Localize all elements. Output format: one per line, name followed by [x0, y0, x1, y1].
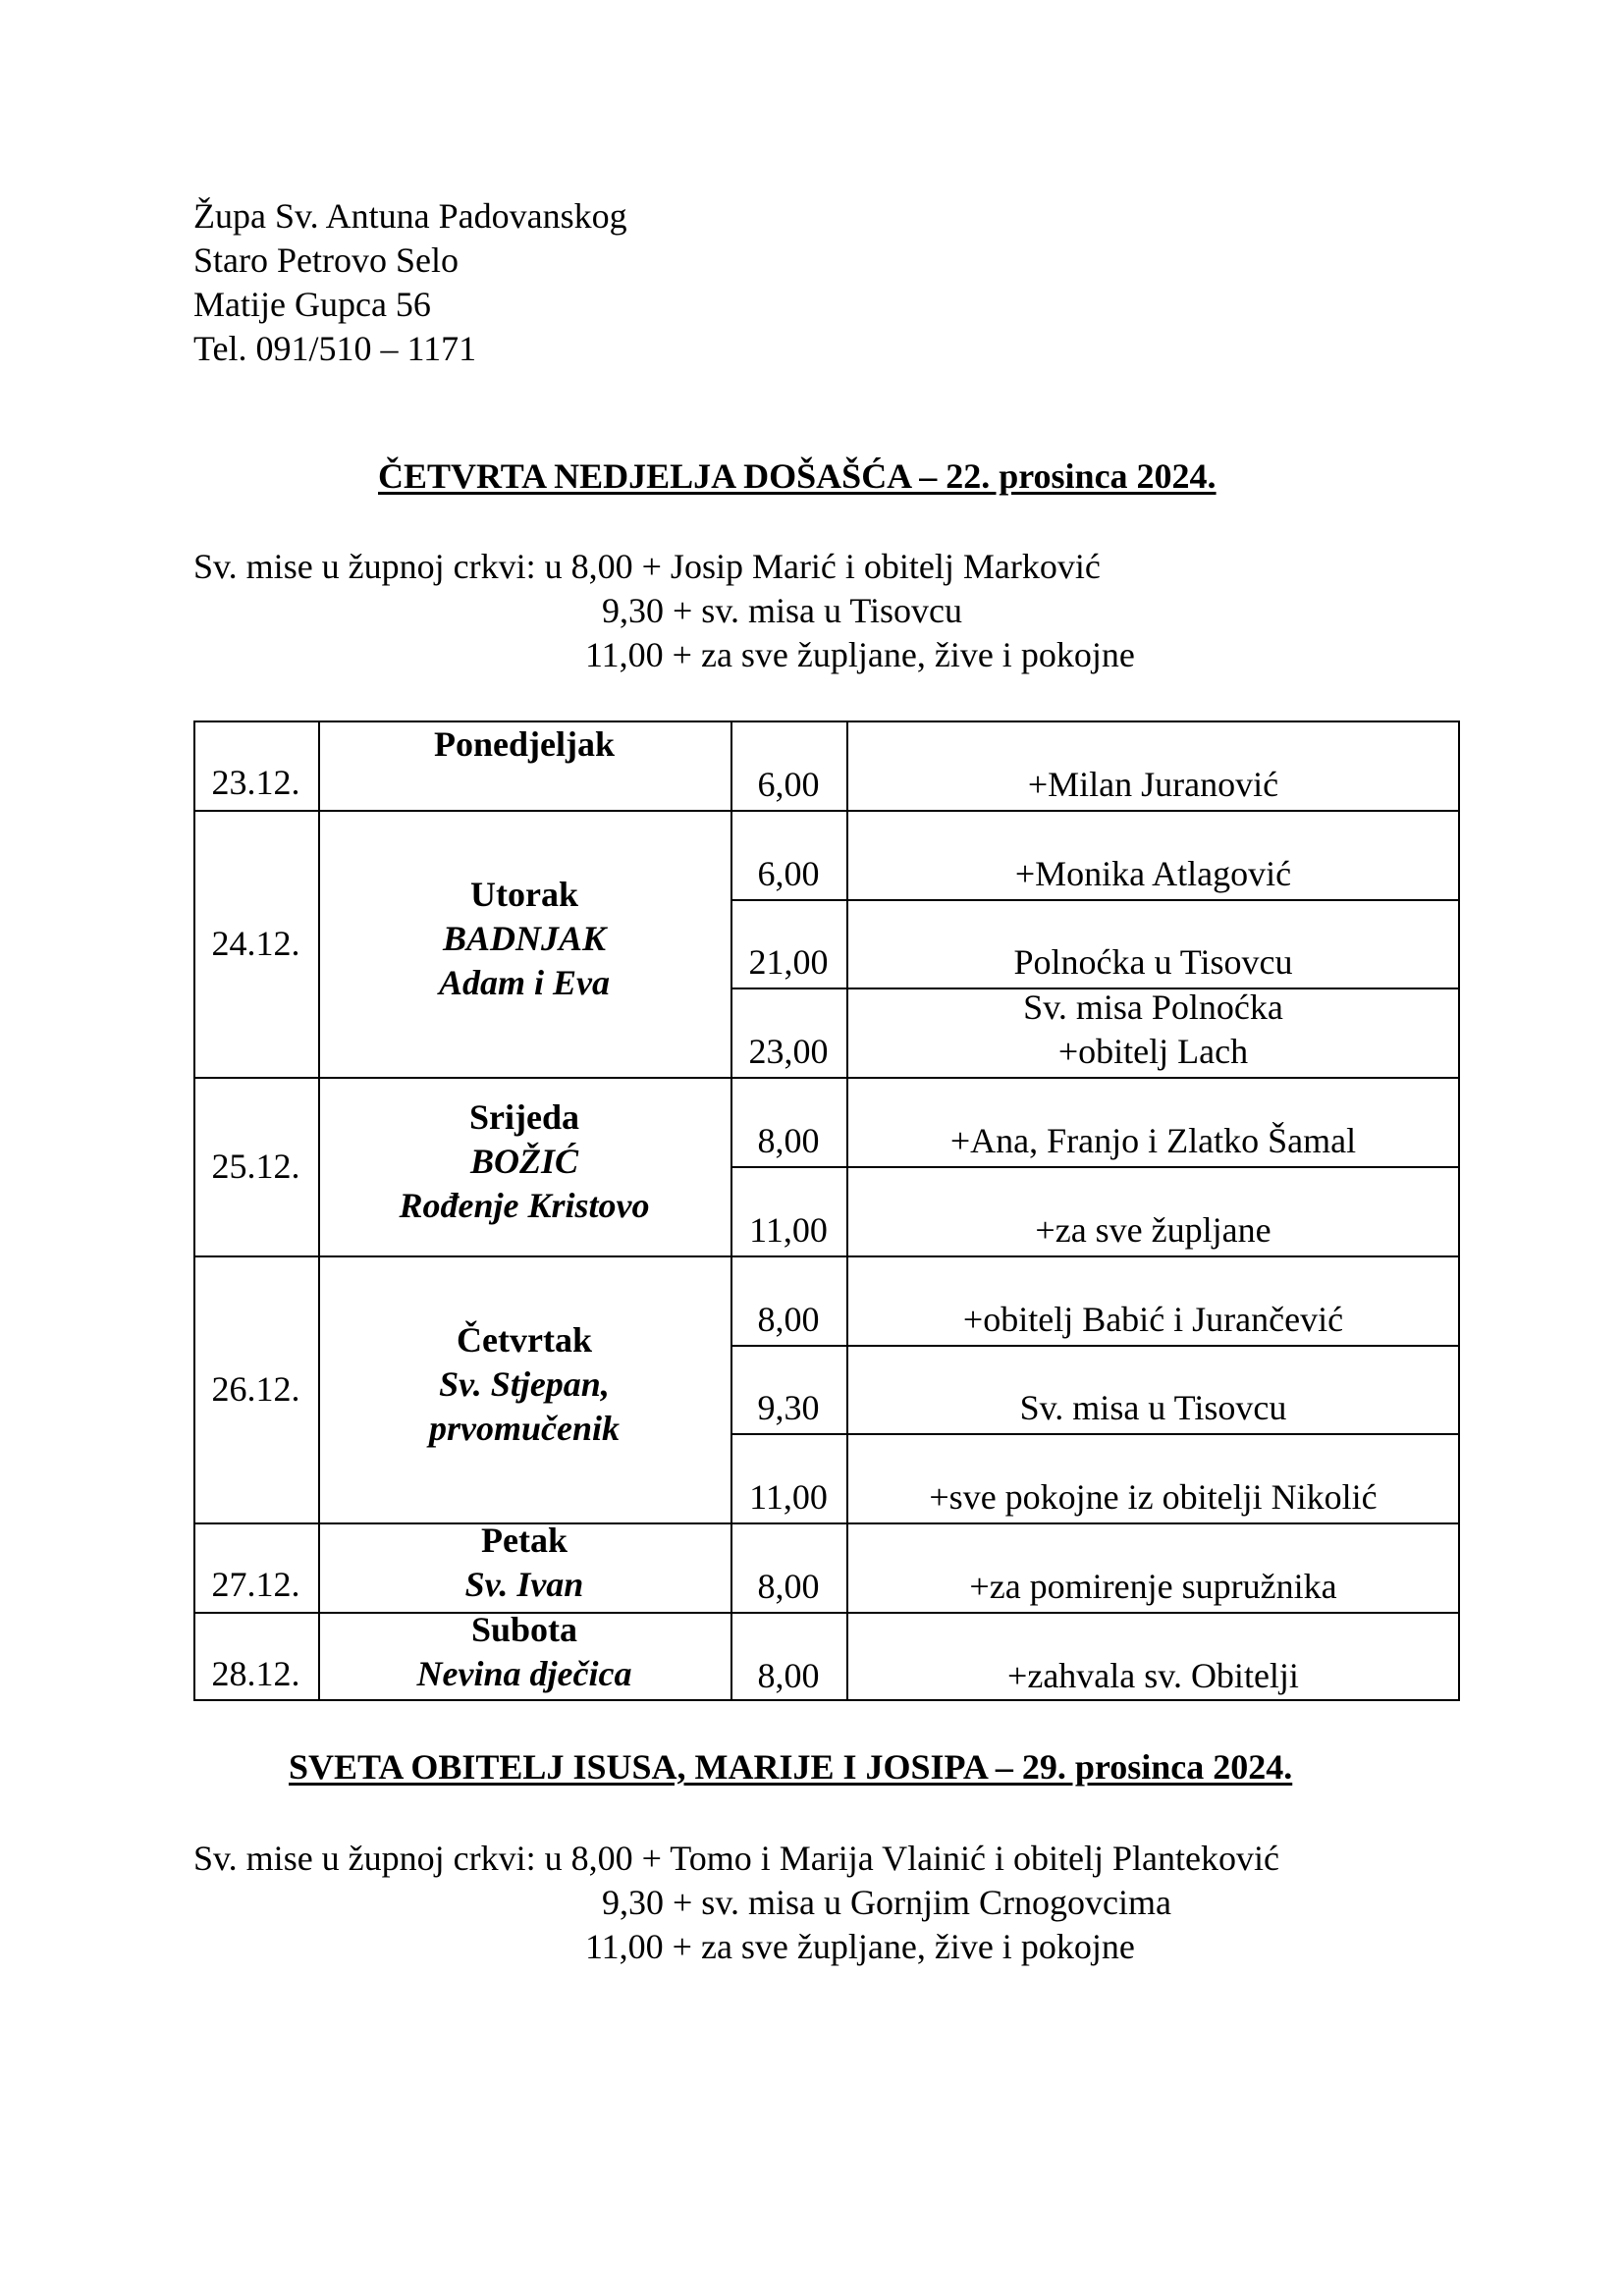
day-name: Srijeda: [469, 1096, 579, 1137]
mass-intention: +Monika Atlagović: [1014, 853, 1292, 893]
day-name: Četvrtak: [457, 1319, 592, 1360]
feast-name: Rođenje Kristovo: [399, 1185, 650, 1225]
section2-mass-line: 9,30 + sv. misa u Gornjim Crnogovcima: [602, 1883, 1171, 1922]
day-date: 23.12.: [211, 762, 300, 802]
section2-title: SVETA OBITELJ ISUSA, MARIJE I JOSIPA – 29. prosinca 2024.: [289, 1747, 1293, 1787]
mass-intention: Polnoćka u Tisovcu: [1013, 942, 1293, 983]
mass-time: 21,00: [748, 942, 829, 983]
mass-intention: +zahvala sv. Obitelji: [1007, 1655, 1299, 1695]
day-name: Ponedjeljak: [434, 724, 615, 764]
day-name: Subota: [470, 1609, 578, 1649]
row-divider: [730, 1345, 1460, 1347]
mass-time: 6,00: [757, 853, 820, 893]
parish-name: Župa Sv. Antuna Padovanskog: [193, 196, 627, 236]
section2-mass-line: 11,00 + za sve župljane, žive i pokojne: [585, 1927, 1135, 1966]
mass-time: 11,00: [749, 1477, 828, 1518]
mass-intention: +Milan Juranović: [1027, 764, 1279, 804]
mass-time: 8,00: [757, 1567, 820, 1606]
section1-mass-line: 11,00 + za sve župljane, žive i pokojne: [585, 635, 1135, 674]
mass-intention: +Ana, Franjo i Zlatko Šamal: [949, 1121, 1357, 1160]
parish-address: Matije Gupca 56: [193, 285, 431, 324]
mass-intention: +za sve župljane: [1035, 1209, 1271, 1250]
feast-name: BADNJAK: [442, 918, 607, 958]
feast-name: prvomučenik: [429, 1408, 620, 1448]
mass-intention: Sv. misa Polnoćka: [1023, 988, 1283, 1028]
day-date: 25.12.: [211, 1147, 300, 1186]
mass-intention: Sv. misa u Tisovcu: [1019, 1388, 1287, 1428]
feast-name: Sv. Stjepan,: [439, 1363, 610, 1404]
feast-name: BOŽIĆ: [469, 1141, 579, 1181]
section1-mass-line: 9,30 + sv. misa u Tisovcu: [602, 591, 963, 630]
mass-intention: +sve pokojne iz obitelji Nikolić: [929, 1477, 1378, 1518]
mass-time: 6,00: [757, 764, 820, 804]
mass-intention: +obitelj Babić i Jurančević: [962, 1299, 1344, 1339]
mass-intention: +za pomirenje supružnika: [969, 1567, 1337, 1606]
feast-name: Nevina dječica: [416, 1653, 632, 1693]
mass-intention: +obitelj Lach: [1057, 1032, 1249, 1072]
mass-time: 8,00: [757, 1299, 820, 1339]
row-divider: [730, 899, 1460, 901]
day-name: Petak: [481, 1521, 568, 1560]
mass-time: 8,00: [757, 1655, 820, 1695]
parish-town: Staro Petrovo Selo: [193, 240, 459, 280]
feast-name: Adam i Eva: [438, 962, 610, 1002]
row-divider: [730, 1166, 1460, 1168]
section2-mass-line: Sv. mise u župnoj crkvi: u 8,00 + Tomo i Marija Vlainić i obitelj Planteković: [193, 1839, 1279, 1878]
row-divider: [730, 1433, 1460, 1435]
day-date: 28.12.: [211, 1653, 300, 1693]
mass-time: 8,00: [757, 1121, 820, 1160]
day-divider: [193, 1255, 1460, 1257]
mass-time: 9,30: [757, 1388, 820, 1428]
day-divider: [193, 1077, 1460, 1079]
day-date: 24.12.: [211, 924, 300, 963]
section1-title: ČETVRTA NEDJELJA DOŠAŠĆA – 22. prosinca 2024.: [378, 456, 1217, 496]
day-date: 27.12.: [211, 1565, 300, 1604]
day-divider: [193, 810, 1460, 812]
feast-name: Sv. Ivan: [464, 1565, 584, 1604]
day-name: Utorak: [470, 874, 578, 914]
mass-time: 11,00: [749, 1209, 828, 1250]
day-date: 26.12.: [211, 1369, 300, 1409]
mass-time: 23,00: [748, 1032, 829, 1072]
section1-mass-line: Sv. mise u župnoj crkvi: u 8,00 + Josip Marić i obitelj Marković: [193, 547, 1101, 586]
parish-phone: Tel. 091/510 – 1171: [193, 329, 477, 368]
